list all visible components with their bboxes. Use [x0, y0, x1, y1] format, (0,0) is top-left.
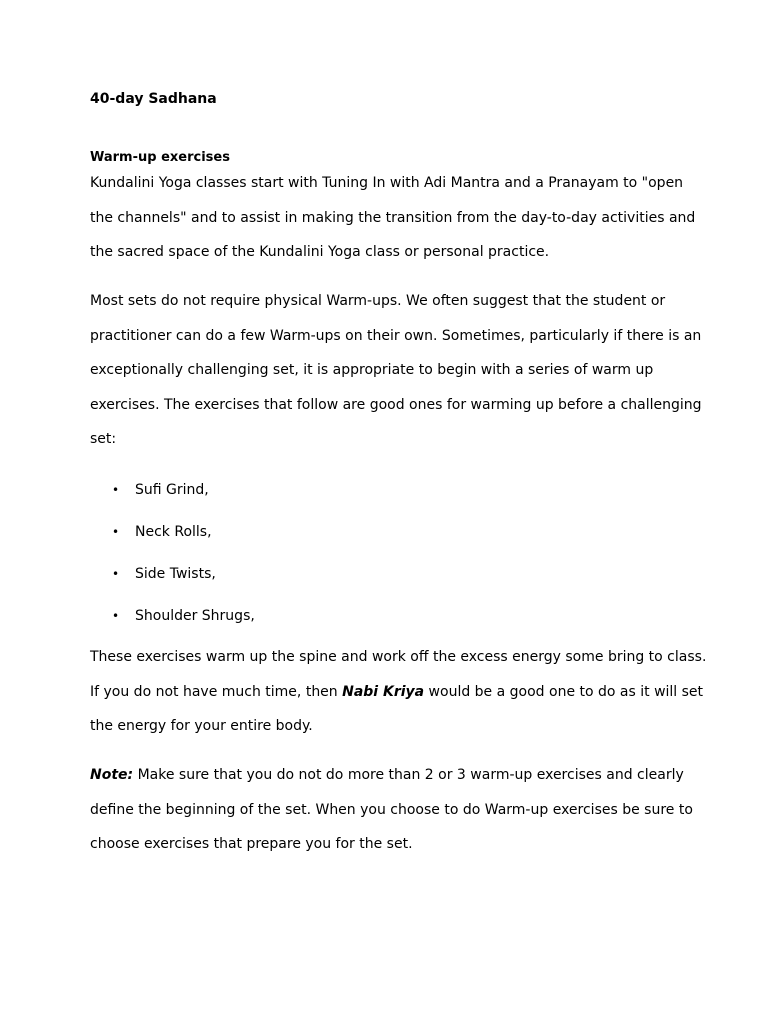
note-text: Make sure that you do not do more than 2 or 3 warm-up exercises and clearly define the beginning of the set. When you choose to do Warm-up exercises be sure to choose exercises that prepare you for the set. [90, 767, 693, 852]
warmup-exercise-list [90, 473, 255, 641]
list-item [90, 473, 255, 515]
list-item-label: Neck Rolls, [135, 524, 212, 540]
note-label: Note: [90, 767, 134, 783]
section-heading: Warm-up exercises [90, 150, 230, 165]
paragraph-text: would be a good one to do as it will set the energy for your entire body. [90, 683, 704, 734]
list-item-label: Side Twists, [135, 566, 216, 582]
note-paragraph [90, 758, 710, 862]
bullet-icon: • [112, 483, 120, 497]
bullet-icon: • [112, 609, 120, 623]
bullet-icon: • [112, 567, 120, 581]
paragraph-text: These exercises warm up the spine and work off the excess energy some bring to class. If you do not have much time, then [90, 649, 707, 700]
list-item-label: Shoulder Shrugs, [135, 608, 255, 624]
bullet-icon: • [112, 525, 120, 539]
list-item [90, 599, 255, 641]
list-item [90, 515, 255, 557]
list-item-label: Sufi Grind, [135, 482, 209, 498]
list-item [90, 557, 255, 599]
warmup-requirements-paragraph: Most sets do not require physical Warm-ups. We often suggest that the student or practitioner can do a few Warm-ups on their own. Sometimes, particularly if there is an exceptionally challenging set, it is appropriate to begin with a series of warm up exercises. The exercises that follow are good ones for warming up before a challenging set: [90, 293, 702, 447]
exercise-explanation-paragraph [90, 640, 710, 744]
document-title: 40-day Sadhana [90, 91, 217, 107]
intro-paragraph: Kundalini Yoga classes start with Tuning In with Adi Mantra and a Pranayam to "open the channels" and to assist in making the transition from the day-to-day activities and the sacred space of the Kundalini Yoga class or personal practice. [90, 175, 696, 260]
nabi-kriya-emphasis: Nabi Kriya [342, 683, 425, 700]
